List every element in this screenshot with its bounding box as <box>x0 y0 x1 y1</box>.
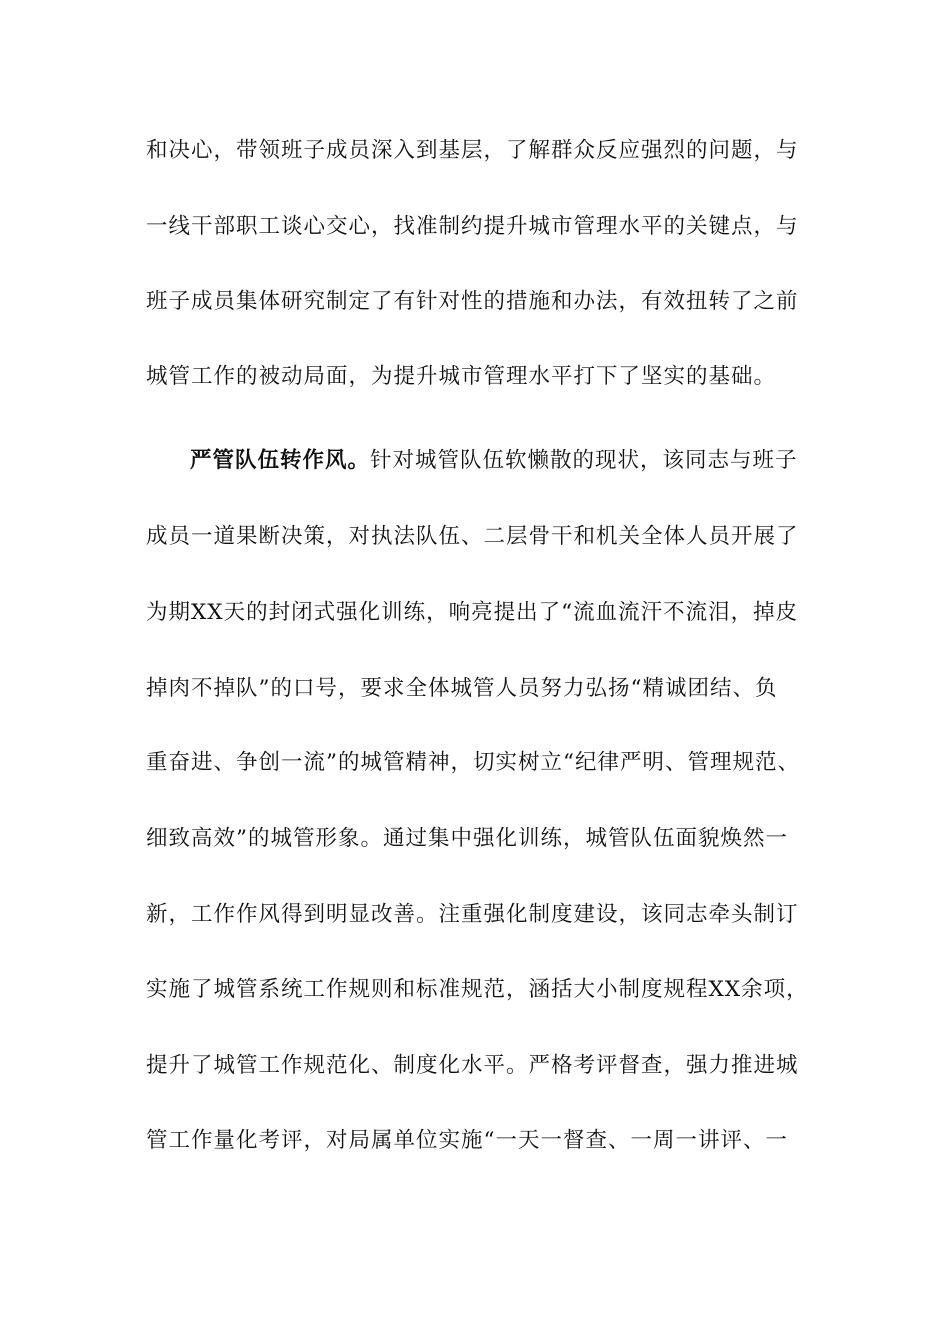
paragraph-2-heading: 严管队伍转作风。 <box>190 448 371 473</box>
paragraph-2-line-5: 重奋进、争创一流”的城管精神，切实树立“纪律严明、管理规范、 <box>146 750 800 775</box>
paragraph-2-line-2: 成员一道果断决策，对执法队伍、二层骨干和机关全体人员开展了 <box>146 524 799 549</box>
paragraph-2-line-4: 掉肉不掉队”的口号，要求全体城管人员努力弘扬“精诚团结、负 <box>146 676 778 701</box>
paragraph-2-line-6: 细致高效”的城管形象。通过集中强化训练，城管队伍面貌焕然一 <box>146 826 788 851</box>
paragraph-2-line-10: 管工作量化考评，对局属单位实施“一天一督查、一周一讲评、一 <box>146 1128 788 1153</box>
paragraph-2-first-line-text: 针对城管队伍软懒散的现状，该同志与班子 <box>370 448 798 473</box>
paragraph-1-line-1: 和决心，带领班子成员深入到基层，了解群众反应强烈的问题，与 <box>146 138 799 163</box>
paragraph-1-line-2: 一线干部职工谈心交心，找准制约提升城市管理水平的关键点，与 <box>146 214 799 239</box>
paragraph-2-line-8: 实施了城管系统工作规则和标准规范，涵括大小制度规程XX余项， <box>146 977 809 1002</box>
paragraph-2-line-7: 新，工作作风得到明显改善。注重强化制度建设，该同志牵头制订 <box>146 902 799 927</box>
paragraph-2-first-line <box>190 446 890 476</box>
paragraph-1-line-4: 城管工作的被动局面，为提升城市管理水平打下了坚实的基础。 <box>146 364 777 389</box>
paragraph-1-line-3: 班子成员集体研究制定了有针对性的措施和办法，有效扭转了之前 <box>146 289 799 314</box>
paragraph-2-line-9: 提升了城管工作规范化、制度化水平。严格考评督查，强力推进城 <box>146 1053 799 1078</box>
paragraph-2-line-3: 为期XX天的封闭式强化训练，响亮提出了“流血流汗不流泪，掉皮 <box>146 600 799 625</box>
